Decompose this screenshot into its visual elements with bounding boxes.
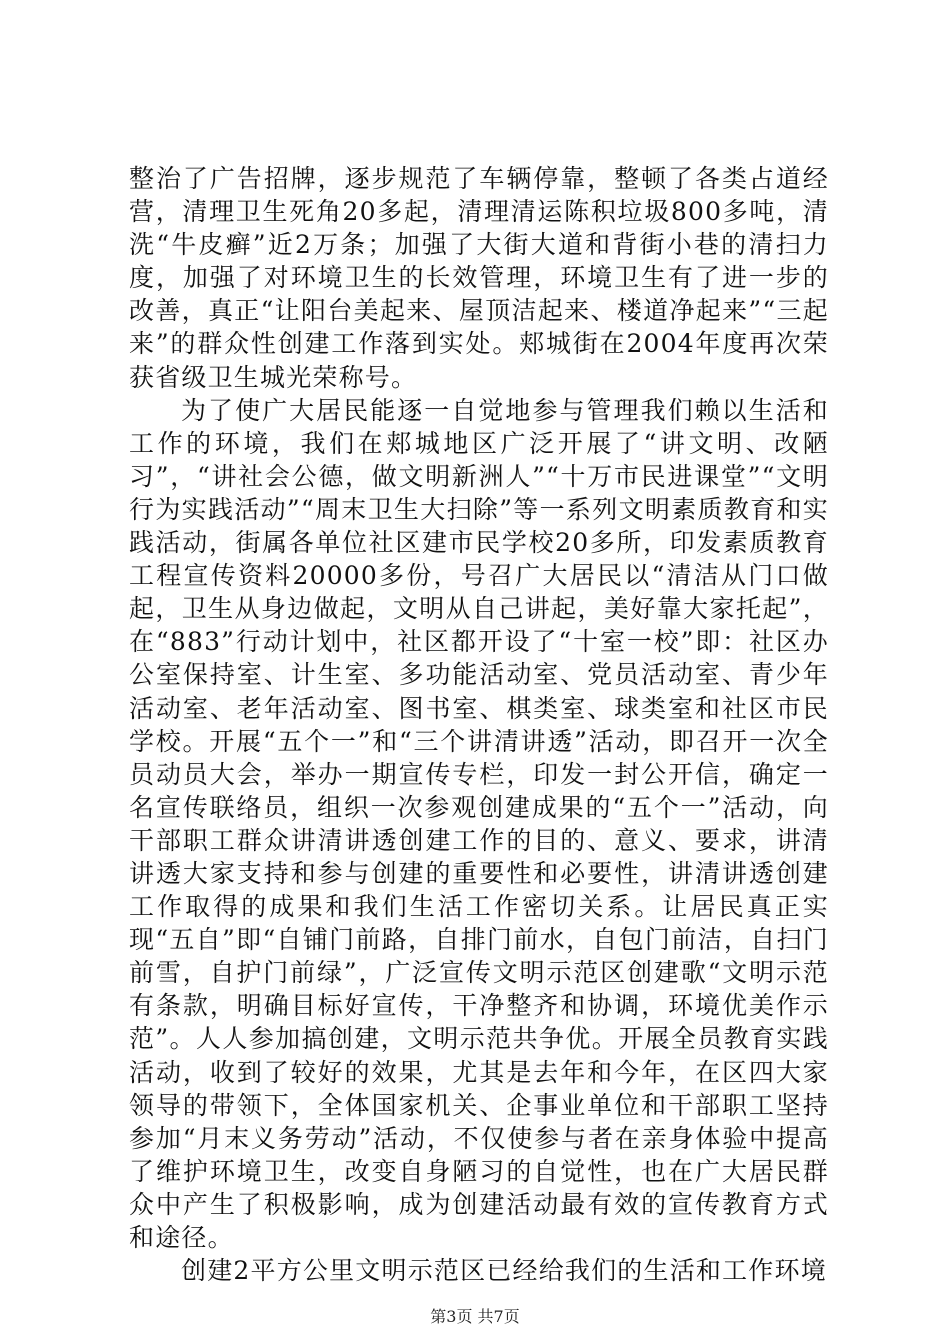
paragraph-2: 为了使广大居民能逐一自觉地参与管理我们赖以生活和工作的环境，我们在郏城地区广泛开展了“讲文明、改陋习”，“讲社会公德，做文明新洲人”“十万市民进课堂”“文明行为实践活动”“周末卫生大扫除”等一系列文明素质教育和实践活动，街属各单位社区建市民学校20多所，印发素质教育工程宣传资料20000多份，号召广大居民以“清洁从门口做起，卫生从身边做起，文明从自己讲起，美好靠大家托起”，在“883”行动计划中，社区都开设了“十室一校”即：社区办公室保持室、计生室、多功能活动室、党员活动室、青少年活动室、老年活动室、图书室、棋类室、球类室和社区市民学校。开展“五个一”和“三个讲清讲透”活动，即召开一次全员动员大会，举办一期宣传专栏，印发一封公开信，确定一名宣传联络员，组织一次参观创建成果的“五个一”活动，向干部职工群众讲清讲透创建工作的目的、意义、要求，讲清讲透大家支持和参与创建的重要性和必要性，讲清讲透创建工作取得的成果和我们生活工作密切关系。让居民真正实现“五自”即“自铺门前路，自排门前水，自包门前洁，自扫门前雪，自护门前绿”，广泛宣传文明示范区创建歌“文明示范有条款，明确目标好宣传，干净整齐和协调，环境优美作示范”。人人参加搞创建，文明示范共争优。开展全员教育实践活动，收到了较好的效果，尤其是去年和今年，在区四大家领导的带领下，全体国家机关、企事业单位和干部职工坚持参加“月末义务劳动”活动，不仅使参与者在亲身体验中提高了维护环境卫生，改变自身陋习的自觉性，也在广大居民群众中产生了积极影响，成为创建活动最有效的宣传教育方式和途径。 bbox=[129, 395, 829, 1252]
paragraph-1: 整治了广告招牌，逐步规范了车辆停靠，整顿了各类占道经营，清理卫生死角20多起，清理清运陈积垃圾800多吨，清洗“牛皮癣”近2万条；加强了大街大道和背街小巷的清扫力度，加强了对环境卫生的长效管理，环境卫生有了进一步的改善，真正“让阳台美起来、屋顶洁起来、楼道净起来”“三起来”的群众性创建工作落到实处。郏城街在2004年度再次荣获省级卫生城光荣称号。 bbox=[129, 164, 829, 392]
page-footer: 第3页 共7页 bbox=[430, 1307, 520, 1326]
paragraph-3: 创建2平方公里文明示范区已经给我们的生活和工作环境 bbox=[181, 1256, 827, 1286]
document-body bbox=[129, 162, 829, 1287]
